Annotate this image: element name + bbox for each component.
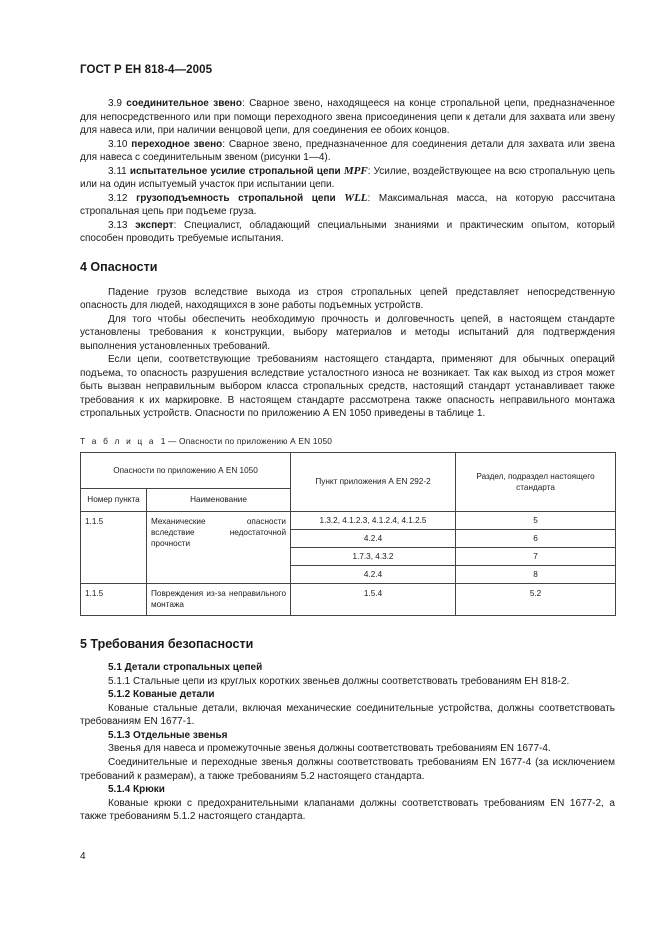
table-row — [81, 511, 616, 529]
section-5-title: 5 Требования безопасности — [80, 636, 254, 651]
definition-symbol: WLL — [344, 191, 368, 204]
definition-symbol: MPF — [343, 164, 368, 177]
table-cell-clause: 4.2.4 — [291, 529, 456, 547]
section-4-paragraph-1: Падение грузов вследствие выхода из строя стропальных цепей представляет непосредственную опасность для людей, находящихся в зоне работы подъемных устройств. — [80, 286, 615, 312]
page-content — [80, 97, 615, 824]
page-header — [80, 64, 212, 76]
section-4-paragraph-2: Для того чтобы обеспечить необходимую прочность и долговечность цепей, в настоящем стандарте установлены требования к конструкции, выбору материалов и методы испытаний для подтверждения выполнения установленных требований. — [80, 313, 615, 352]
table-cell-section: 7 — [456, 547, 616, 565]
table-header-section: Раздел, подраздел настоящего стандарта — [456, 452, 616, 511]
table-cell-section: 8 — [456, 565, 616, 583]
clause-5-1-3-b: Соединительные и переходные звенья должны соответствовать требованиям EN 1677-4 (за исключением требований к размерам), а также требованиям 5.2 настоящего стандарта. — [80, 756, 615, 782]
table-cell-clause: 1.3.2, 4.1.2.3, 4.1.2.4, 4.1.2.5 — [291, 511, 456, 529]
definition-3-11: 3.11 испытательное усилие стропальной цепи MPF: Усилие, воздействующее на всю стропальную цепь или на один испытуемый участок при испытании цепи. — [80, 164, 615, 191]
table-cell-clause: 1.5.4 — [291, 583, 456, 615]
definition-term: эксперт — [135, 219, 174, 231]
table-cell-number: 1.1.5 — [81, 511, 147, 583]
table-cell-clause: 1.7.3, 4.3.2 — [291, 547, 456, 565]
subsection-5-1-2-title: 5.1.2 Кованые детали — [108, 689, 215, 701]
definition-3-13: 3.13 эксперт: Специалист, обладающий специальными знаниями и практическим опытом, который способен проводить требуемые испытания. — [80, 219, 615, 245]
definition-term: соединительное звено — [126, 98, 242, 109]
definition-term: переходное звено — [131, 138, 223, 150]
definition-3-12: 3.12 грузоподъемность стропальной цепи WLL: Максимальная масса, на которую рассчитана стропальная цепь при подъеме груза. — [80, 191, 616, 218]
table-header-clause: Пункт приложения А EN 292-2 — [291, 452, 456, 511]
table-cell-clause: 4.2.4 — [291, 565, 456, 583]
document-id: ГОСТ Р ЕН 818-4—2005 — [80, 64, 213, 76]
subsection-5-1-4-title: 5.1.4 Крюки — [108, 784, 165, 796]
section-4-title: 4 Опасности — [80, 260, 158, 275]
subsection-5-1-title: 5.1 Детали стропальных цепей — [108, 662, 263, 674]
clause-5-1-3-a: Звенья для навеса и промежуточные звенья должны соответствовать требованиям EN 1677-4. — [108, 743, 551, 755]
table-header-number: Номер пункта — [81, 488, 147, 511]
definitions-list — [80, 97, 615, 246]
clause-5-1-2: Кованые стальные детали, включая механические соединительные устройства, должны соответствовать требованиям EN 1677-1. — [80, 702, 615, 728]
definition-3-9: 3.9 соединительное звено: Сварное звено, находящееся на конце стропальной цепи, предназначенное для непосредственного или при помощи переходного звена присоединения цепи к детали для захвата или звену для навеса или, при наличии венцовой цепи, для соединения ее обоих концов. — [80, 98, 615, 137]
table-header-group: Опасности по приложению А EN 1050 — [81, 452, 291, 488]
clause-5-1-4: Кованые крюки с предохранительными клапанами должны соответствовать требованиям EN 1677-2, а также требованиям 5.1.2 настоящего стандарта. — [80, 797, 615, 823]
table-cell-section: 6 — [456, 529, 616, 547]
table-caption: Т а б л и ц а 1 — Опасности по приложению А EN 1050 — [80, 436, 333, 447]
table-cell-name: Повреждения из-за неправильного монтажа — [147, 583, 291, 615]
definition-term: грузоподъемность стропальной цепи — [136, 192, 336, 204]
table-row — [81, 583, 616, 615]
table-cell-section: 5 — [456, 511, 616, 529]
definition-term: испытательное усилие стропальной цепи — [129, 165, 341, 177]
clause-5-1-1: 5.1.1 Стальные цепи из круглых коротких звеньев должны соответствовать требованиям ЕН 818-2. — [108, 675, 570, 687]
table-cell-section: 5.2 — [456, 583, 616, 615]
section-4-paragraph-3: Если цепи, соответствующие требованиям настоящего стандарта, применяют для обычных операций подъема, то опасность разрушения вследствие усталостного износа не возникает. Так как выход из строя может быть вызван неправильным выбором класса стропальных средств, настоящий стандарт устанавливает также требования к их маркировке. В настоящем стандарте рассмотрена также опасность неправильного монтажа стропальных устройств. Опасности по приложению А EN 1050 приведены в таблице 1. — [80, 354, 615, 420]
definition-3-10: 3.10 переходное звено: Сварное звено, предназначенное для соединения детали для захвата или звена для навеса с соединительным звеном (рисунки 1—4). — [80, 138, 615, 164]
table-header-name: Наименование — [147, 488, 291, 511]
table-cell-number: 1.1.5 — [81, 583, 147, 615]
page-number: 4 — [80, 851, 86, 862]
table-header-row — [81, 452, 616, 488]
table-cell-name: Механические опасности вследствие недостаточной прочности — [147, 511, 291, 583]
subsection-5-1-3-title: 5.1.3 Отдельные звенья — [108, 729, 228, 741]
hazards-table — [80, 452, 616, 616]
